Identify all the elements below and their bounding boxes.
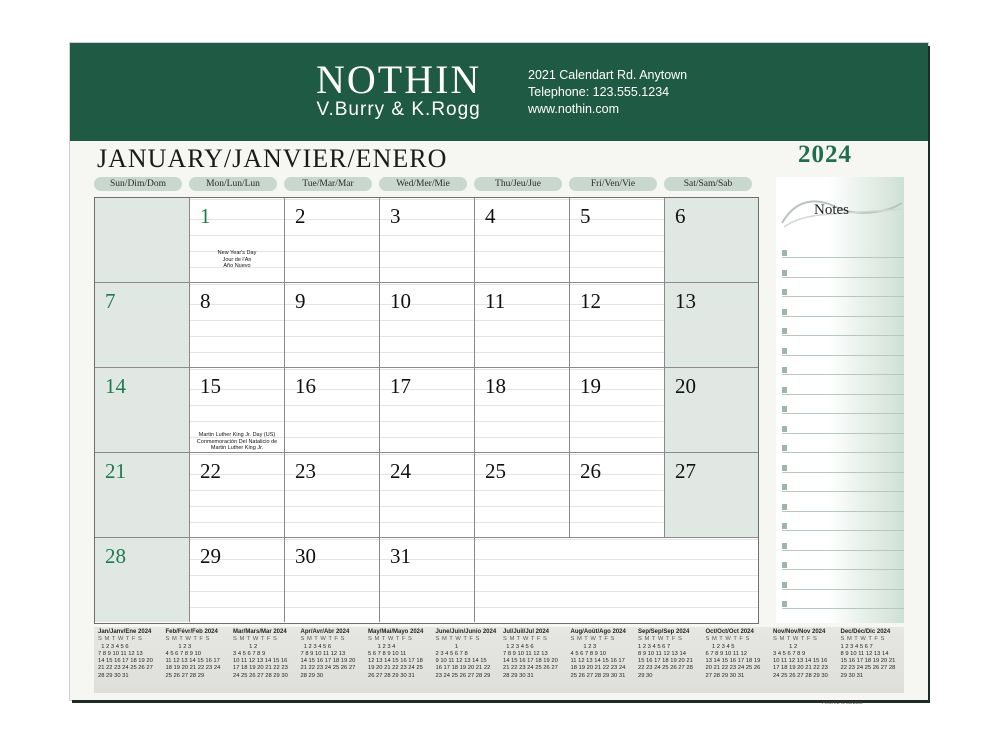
mini-month-weekdays: S M T W T F S xyxy=(570,636,615,643)
day-number: 23 xyxy=(295,459,316,483)
notes-line-tab xyxy=(782,309,787,315)
mini-month-title: Mar/Mars/Mar 2024 xyxy=(233,629,287,635)
day-cell-21 xyxy=(95,453,190,538)
day-cell-24 xyxy=(380,453,475,538)
notes-line-tab xyxy=(782,406,787,412)
notes-line xyxy=(782,413,904,414)
holiday-line: Martin Luther King Jr. xyxy=(210,445,264,451)
mini-month-weekdays: S M T W T F S xyxy=(300,636,345,643)
notes-line-tab xyxy=(782,523,787,529)
mini-month-week: 1 2 3 xyxy=(165,643,192,650)
notes-line-tab xyxy=(782,504,787,510)
mini-month-title: Apr/Avr/Abr 2024 xyxy=(300,629,350,635)
website: www.nothin.com xyxy=(528,102,620,116)
day-cell-15 xyxy=(190,368,285,453)
company-logo xyxy=(316,57,482,121)
day-number: 10 xyxy=(390,289,411,313)
day-number: 9 xyxy=(295,289,306,313)
mini-month-week: 11 12 13 14 15 16 17 xyxy=(165,658,220,665)
notes-line xyxy=(782,472,904,473)
mini-month xyxy=(436,629,502,680)
notes-line-tab xyxy=(782,289,787,295)
weekday-fri: Fri/Ven/Vie xyxy=(569,177,657,191)
mini-month-week: 27 28 29 30 31 xyxy=(705,672,745,679)
notes-line xyxy=(782,316,904,317)
mini-month-weekdays: S M T W T F S xyxy=(503,636,548,643)
day-cell-10 xyxy=(380,283,475,368)
day-cell-7 xyxy=(95,283,190,368)
mini-month-week: 21 22 23 24 25 26 27 xyxy=(503,665,558,672)
holiday-line: Martin Luther King Jr. Day (US) xyxy=(198,432,276,438)
notes-line-tab xyxy=(782,562,787,568)
mini-month-week: 3 4 5 6 7 8 9 xyxy=(773,650,806,657)
notes-line-tab xyxy=(782,445,787,451)
notes-panel xyxy=(776,177,904,623)
day-cell-4 xyxy=(475,198,570,283)
mini-month-week: 29 30 31 xyxy=(840,672,864,679)
weekday-tue: Tue/Mar/Mar xyxy=(284,177,372,191)
notes-line-tab xyxy=(782,270,787,276)
day-number: 25 xyxy=(485,459,506,483)
mini-month-week: 18 19 20 21 22 23 24 xyxy=(165,665,221,672)
mini-month-week: 14 15 16 17 18 19 20 xyxy=(98,658,153,665)
notes-line xyxy=(782,433,904,434)
day-number: 15 xyxy=(200,374,221,398)
mini-month-week: 15 16 17 18 19 20 21 xyxy=(840,658,896,665)
day-number: 22 xyxy=(200,459,221,483)
day-cell-3 xyxy=(380,198,475,283)
day-cell-13 xyxy=(665,283,758,368)
day-number: 13 xyxy=(675,289,696,313)
day-number: 12 xyxy=(580,289,601,313)
weekday-thu: Thu/Jeu/Jue xyxy=(474,177,562,191)
day-number: 18 xyxy=(485,374,506,398)
day-number: 29 xyxy=(200,544,221,568)
mini-month-week: 4 5 6 7 8 9 10 xyxy=(570,650,606,657)
holiday-line: New Year's Day xyxy=(217,250,257,256)
day-cell-6 xyxy=(665,198,758,283)
day-number: 8 xyxy=(200,289,211,313)
mini-month-week: 1 2 3 4 5 6 7 xyxy=(840,643,873,650)
holiday-line: Conmemoración Del Natalicio de xyxy=(196,438,278,445)
mini-month xyxy=(368,629,434,680)
mini-month-week: 23 24 25 26 27 28 29 xyxy=(435,672,491,679)
mini-month-weekdays: S M T W T F S xyxy=(165,636,210,643)
day-cell-26 xyxy=(570,453,665,538)
day-cell-30 xyxy=(285,538,380,622)
mini-month-week: 22 23 24 25 26 27 28 xyxy=(840,665,896,672)
mini-month-weekdays: S M T W T F S xyxy=(368,636,413,643)
mini-month xyxy=(841,629,907,680)
day-cell-25 xyxy=(475,453,570,538)
mini-month xyxy=(773,629,839,680)
mini-month-week: 14 15 16 17 18 19 20 xyxy=(503,658,558,665)
day-number: 20 xyxy=(675,374,696,398)
mini-month-week: 7 8 9 10 11 12 13 xyxy=(503,650,548,657)
day-number: 24 xyxy=(390,459,411,483)
day-cell-8 xyxy=(190,283,285,368)
company-name: NOTHIN xyxy=(316,57,482,102)
mini-month-week: 1 2 3 4 5 6 7 xyxy=(638,643,671,650)
day-cell-12 xyxy=(570,283,665,368)
day-cell-14 xyxy=(95,368,190,453)
mini-month-week: 1 xyxy=(435,643,459,650)
day-cell-31 xyxy=(380,538,475,622)
notes-line-tab xyxy=(782,582,787,588)
notes-title: Notes xyxy=(814,202,849,218)
weekday-sat: Sat/Sam/Sab xyxy=(664,177,752,191)
day-cell-28 xyxy=(95,538,190,622)
weekday-sun: Sun/Dim/Dom xyxy=(94,177,182,191)
holiday-mlk-day xyxy=(194,432,280,452)
day-number: 6 xyxy=(675,204,686,228)
mini-month-week: 1 2 xyxy=(233,643,258,650)
mini-month-week: 16 17 18 19 20 21 22 xyxy=(435,665,491,672)
mini-month-week: 15 16 17 18 19 20 21 xyxy=(638,658,693,665)
notes-line-tab xyxy=(782,387,787,393)
mini-month-weekdays: S M T W T F S xyxy=(773,636,818,643)
notes-line-tab xyxy=(782,367,787,373)
weekday-wed: Wed/Mer/Mie xyxy=(379,177,467,191)
printed-in-label: PRINTED IN CANADA xyxy=(822,700,863,705)
header-banner xyxy=(70,43,928,141)
notes-line xyxy=(782,374,904,375)
holiday-new-years-day xyxy=(194,250,280,270)
day-number: 2 xyxy=(295,204,306,228)
day-number: 1 xyxy=(200,204,211,228)
notes-line-tab xyxy=(782,328,787,334)
notes-line xyxy=(782,296,904,297)
notes-line xyxy=(782,530,904,531)
day-cell-20 xyxy=(665,368,758,453)
mini-month-week: 18 19 20 21 22 23 24 xyxy=(570,665,626,672)
notes-line-tab xyxy=(782,250,787,256)
notes-line-tab xyxy=(782,348,787,354)
notes-line xyxy=(782,277,904,278)
mini-month-week: 24 25 26 27 28 29 30 xyxy=(233,672,288,679)
notes-line xyxy=(782,550,904,551)
mini-month-week: 7 8 9 10 11 12 13 xyxy=(300,650,346,657)
mini-month-week: 1 2 xyxy=(773,643,798,650)
day-cell-27 xyxy=(665,453,758,538)
day-cell-18 xyxy=(475,368,570,453)
notes-line xyxy=(782,394,904,395)
day-number: 11 xyxy=(485,289,506,313)
mini-month-week: 14 15 16 17 18 19 20 xyxy=(300,658,356,665)
day-number: 3 xyxy=(390,204,401,228)
mini-month-weekdays: S M T W T F S xyxy=(638,636,683,643)
mini-month-week: 17 18 19 20 21 22 23 xyxy=(773,665,828,672)
mini-month-week: 8 9 10 11 12 13 14 xyxy=(840,650,889,657)
mini-month-week: 1 2 3 4 xyxy=(368,643,396,650)
year-label: 2024 xyxy=(798,141,852,168)
mini-month-week: 28 29 30 xyxy=(300,672,324,679)
mini-month-week: 8 9 10 11 12 13 14 xyxy=(638,650,686,657)
desk-pad-calendar xyxy=(70,43,928,705)
contact-info xyxy=(528,67,687,118)
day-number: 17 xyxy=(390,374,411,398)
mini-month-title: May/Mai/Mayo 2024 xyxy=(368,629,424,635)
mini-month-week: 1 2 3 4 5 xyxy=(705,643,735,650)
mini-month-weekdays: S M T W T F S xyxy=(705,636,750,643)
mini-month-title: Nov/Nov/Nov 2024 xyxy=(773,629,826,635)
day-number: 5 xyxy=(580,204,591,228)
day-cell-1 xyxy=(190,198,285,283)
mini-month-week: 1 2 3 4 5 6 xyxy=(98,643,129,650)
day-number: 31 xyxy=(390,544,411,568)
mini-month-week: 28 29 30 31 xyxy=(98,672,129,679)
day-cell-23 xyxy=(285,453,380,538)
day-cell-11 xyxy=(475,283,570,368)
mini-month-title: Sep/Sep/Sep 2024 xyxy=(638,629,690,635)
day-cell-17 xyxy=(380,368,475,453)
mini-month xyxy=(98,629,164,680)
mini-month-week: 28 29 30 31 xyxy=(503,672,534,679)
mini-month-week: 22 23 24 25 26 27 28 xyxy=(638,665,693,672)
month-grid xyxy=(94,197,759,624)
weekday-header-row xyxy=(94,177,758,191)
day-cell-2 xyxy=(285,198,380,283)
mini-month-week: 20 21 22 23 24 25 26 xyxy=(705,665,761,672)
notes-line xyxy=(782,491,904,492)
holiday-line: Año Nuevo xyxy=(223,263,251,269)
mini-month-weekdays: S M T W T F S xyxy=(435,636,480,643)
notes-line xyxy=(782,452,904,453)
mini-month-week: 10 11 12 13 14 15 16 xyxy=(773,658,828,665)
mini-month-week: 25 26 27 28 29 30 31 xyxy=(570,672,626,679)
notes-line-tab xyxy=(782,465,787,471)
mini-month-title: Aug/Août/Ago 2024 xyxy=(570,629,626,635)
mini-month xyxy=(301,629,367,680)
day-number: 4 xyxy=(485,204,496,228)
address: 2021 Calendart Rd. Anytown xyxy=(528,68,688,82)
weekday-mon: Mon/Lun/Lun xyxy=(189,177,277,191)
mini-month-week: 3 4 5 6 7 8 9 xyxy=(233,650,266,657)
mini-month-week: 24 25 26 27 28 29 30 xyxy=(773,672,828,679)
day-cell-9 xyxy=(285,283,380,368)
notes-line xyxy=(782,335,904,336)
day-number: 27 xyxy=(675,459,696,483)
mini-month-week: 29 30 xyxy=(638,672,653,679)
mini-month-title: Jul/Juil/Jul 2024 xyxy=(503,629,550,635)
mini-month xyxy=(571,629,637,680)
mini-month-week: 13 14 15 16 17 18 19 xyxy=(705,658,761,665)
mini-month xyxy=(233,629,299,680)
mini-month-title: June/Juin/Junio 2024 xyxy=(435,629,497,635)
year-mini-calendars xyxy=(94,627,904,693)
day-cell-22 xyxy=(190,453,285,538)
mini-month-title: Dec/Déc/Dic 2024 xyxy=(840,629,891,635)
mini-month-week: 26 27 28 29 30 31 xyxy=(368,672,415,679)
day-number: 16 xyxy=(295,374,316,398)
mini-month-week: 11 12 13 14 15 16 17 xyxy=(570,658,625,665)
mini-month-week: 5 6 7 8 9 10 11 xyxy=(368,650,407,657)
notes-line xyxy=(782,608,904,609)
mini-month xyxy=(638,629,704,680)
notes-line xyxy=(782,257,904,258)
mini-month-title: Jan/Janv/Ene 2024 xyxy=(98,629,152,635)
notes-line xyxy=(782,569,904,570)
mini-month-week: 21 22 23 24 25 26 27 xyxy=(300,665,356,672)
day-number: 30 xyxy=(295,544,316,568)
day-number: 26 xyxy=(580,459,601,483)
mini-month-week: 2 3 4 5 6 7 8 xyxy=(435,650,468,657)
mini-month-weekdays: S M T W T F S xyxy=(233,636,278,643)
mini-month-week: 21 22 23 24 25 26 27 xyxy=(98,665,153,672)
mini-month-week: 9 10 11 12 13 14 15 xyxy=(435,658,487,665)
empty-day-cell xyxy=(475,538,758,622)
mini-month xyxy=(503,629,569,680)
notes-line-tab xyxy=(782,484,787,490)
mini-month-week: 12 13 14 15 16 17 18 xyxy=(368,658,423,665)
mini-month-weekdays: S M T W T F S xyxy=(98,636,143,643)
notes-line-tab xyxy=(782,426,787,432)
day-cell-19 xyxy=(570,368,665,453)
mini-month-week: 17 18 19 20 21 22 23 xyxy=(233,665,288,672)
mini-month-week: 10 11 12 13 14 15 16 xyxy=(233,658,288,665)
mini-month-weekdays: S M T W T F S xyxy=(840,636,885,643)
day-cell-16 xyxy=(285,368,380,453)
mini-month-title: Feb/Févr/Feb 2024 xyxy=(165,629,218,635)
empty-day-cell xyxy=(95,198,190,283)
notes-line xyxy=(782,589,904,590)
day-number: 28 xyxy=(105,544,126,568)
mini-month-week: 1 2 3 xyxy=(570,643,597,650)
mini-month xyxy=(166,629,232,680)
notes-line-tab xyxy=(782,543,787,549)
mini-month-week: 6 7 8 9 10 11 12 xyxy=(705,650,747,657)
mini-month-week: 7 8 9 10 11 12 13 xyxy=(98,650,143,657)
day-cell-5 xyxy=(570,198,665,283)
holiday-line: Jour de l'An xyxy=(222,256,252,263)
day-number: 14 xyxy=(105,374,126,398)
mini-month-week: 1 2 3 4 5 6 xyxy=(503,643,534,650)
day-number: 21 xyxy=(105,459,126,483)
mini-month-title: Oct/Oct/Oct 2024 xyxy=(705,629,754,635)
telephone: Telephone: 123.555.1234 xyxy=(528,85,670,99)
notes-line-tab xyxy=(782,601,787,607)
notes-line xyxy=(782,511,904,512)
notes-line xyxy=(782,355,904,356)
month-title: JANUARY/JANVIER/ENERO xyxy=(97,144,448,173)
day-number: 7 xyxy=(105,289,116,313)
mini-month-week: 25 26 27 28 29 xyxy=(165,672,205,679)
company-subtitle: V.Burry & K.Rogg xyxy=(316,99,481,120)
day-number: 19 xyxy=(580,374,601,398)
mini-month-week: 19 20 21 22 23 24 25 xyxy=(368,665,423,672)
mini-month xyxy=(706,629,772,680)
mini-month-week: 1 2 3 4 5 6 xyxy=(300,643,332,650)
day-cell-29 xyxy=(190,538,285,622)
mini-month-week: 4 5 6 7 8 9 10 xyxy=(165,650,201,657)
